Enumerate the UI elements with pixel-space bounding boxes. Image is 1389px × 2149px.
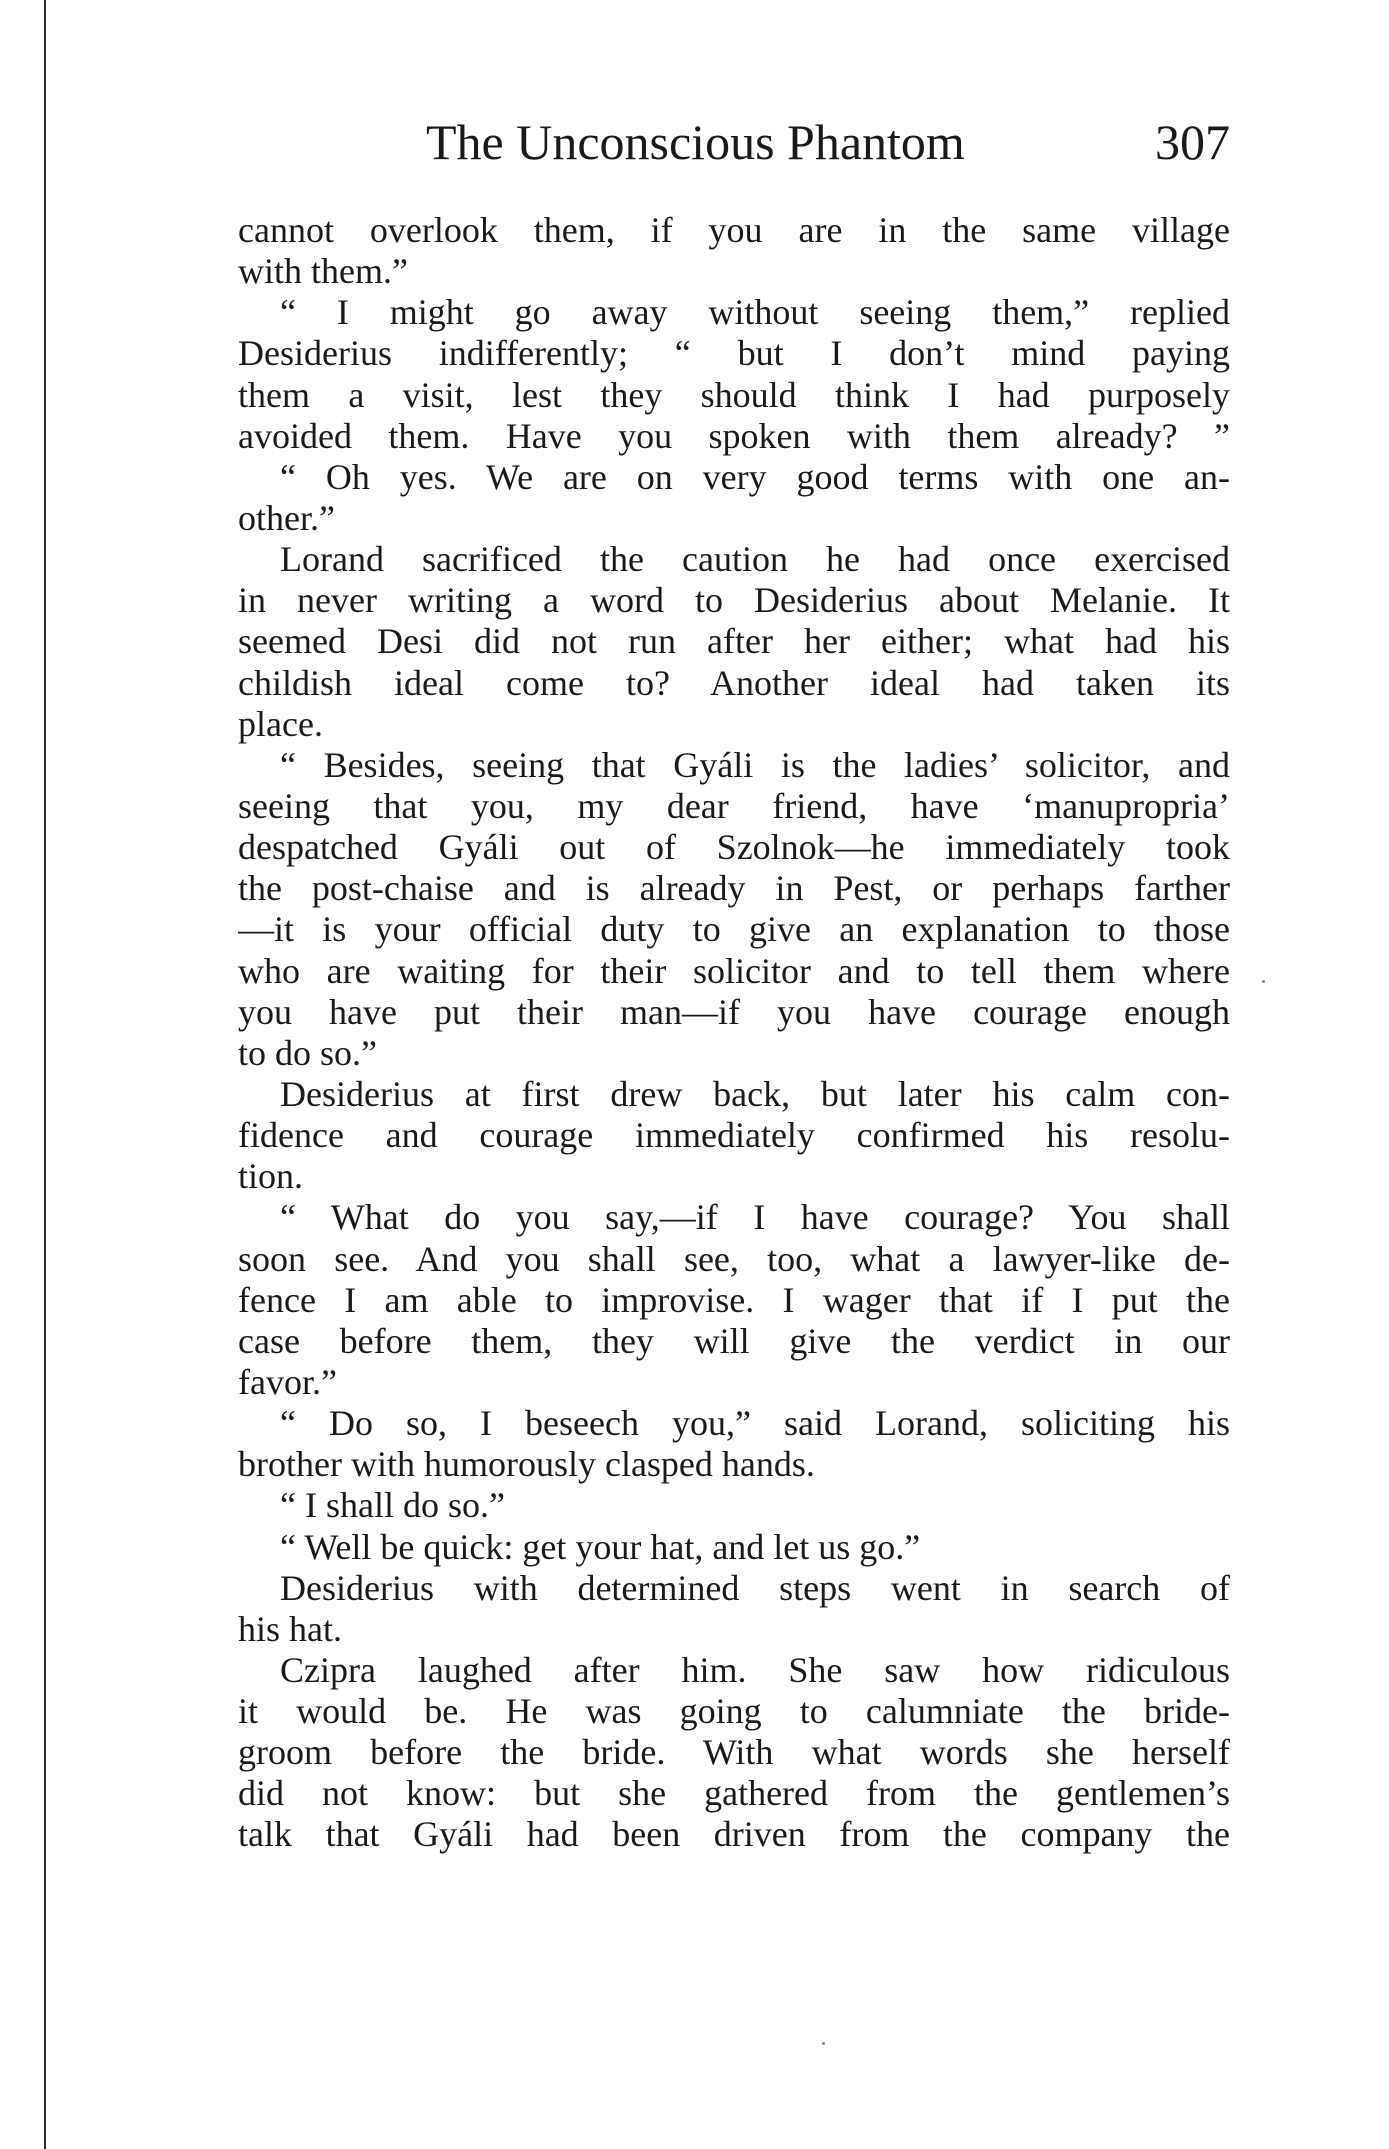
text-line: soon see. And you shall see, too, what a lawyer-like de-: [238, 1238, 1230, 1279]
text-line: Desiderius at first drew back, but later his calm con-: [280, 1073, 1230, 1114]
running-title: The Unconscious Phantom: [426, 114, 965, 170]
text-line: fence I am able to improvise. I wager that if I put the: [238, 1279, 1230, 1320]
text-line: who are waiting for their solicitor and to tell them where: [238, 950, 1230, 991]
text-line: “ What do you say,—if I have courage? You shall: [280, 1197, 1230, 1238]
text-line: place.: [238, 703, 323, 744]
text-line: “ Well be quick: get your hat, and let us go.”: [280, 1526, 921, 1567]
text-line: seeing that you, my dear friend, have ‘manupropria’: [238, 785, 1230, 826]
page-number: 307: [1155, 114, 1230, 170]
text-line: “ I shall do so.”: [280, 1485, 505, 1526]
page-header: [238, 112, 1230, 172]
text-line: tion.: [238, 1156, 304, 1197]
text-line: seemed Desi did not run after her either; what had his: [238, 621, 1230, 662]
text-line: case before them, they will give the verdict in our: [238, 1320, 1230, 1361]
text-line: “ Do so, I beseech you,” said Lorand, soliciting his: [280, 1403, 1230, 1444]
text-line: the post-chaise and is already in Pest, or perhaps farther: [238, 868, 1230, 909]
text-line: Czipra laughed after him. She saw how ridiculous: [280, 1649, 1230, 1690]
text-line: it would be. He was going to calumniate the bride-: [238, 1691, 1230, 1732]
text-line: —it is your official duty to give an explanation to those: [238, 909, 1230, 950]
text-line: you have put their man—if you have courage enough: [238, 991, 1230, 1032]
text-line: cannot overlook them, if you are in the same village: [238, 210, 1230, 250]
text-line: childish ideal come to? Another ideal had taken its: [238, 662, 1230, 703]
text-line: with them.”: [238, 251, 408, 292]
text-line: them a visit, lest they should think I had purposely: [238, 374, 1230, 415]
text-line: favor.”: [238, 1361, 337, 1402]
text-line: other.”: [238, 497, 335, 538]
text-line: avoided them. Have you spoken with them already? ”: [238, 415, 1230, 456]
text-line: fidence and courage immediately confirmed his resolu-: [238, 1115, 1230, 1156]
text-line: “ I might go away without seeing them,” replied: [280, 292, 1230, 333]
text-line: “ Besides, seeing that Gyáli is the ladies’ solicitor, and: [280, 744, 1230, 785]
paper-speck: [822, 2042, 825, 2045]
paper-speck: [1262, 980, 1265, 983]
text-line: Lorand sacrificed the caution he had once exercised: [280, 539, 1230, 580]
text-line: talk that Gyáli had been driven from the company the: [238, 1814, 1230, 1855]
body-text: [238, 210, 1230, 1856]
text-line: groom before the bride. With what words she herself: [238, 1732, 1230, 1773]
text-line: brother with humorously clasped hands.: [238, 1444, 815, 1485]
text-line: his hat.: [238, 1608, 342, 1649]
text-line: “ Oh yes. We are on very good terms with one an-: [280, 456, 1230, 497]
text-line: in never writing a word to Desiderius about Melanie. It: [238, 580, 1230, 621]
text-line: to do so.”: [238, 1032, 377, 1073]
text-line: Desiderius with determined steps went in search of: [280, 1567, 1230, 1608]
text-line: did not know: but she gathered from the gentlemen’s: [238, 1773, 1230, 1814]
page-binding-edge: [44, 0, 46, 2149]
text-line: despatched Gyáli out of Szolnok—he immediately took: [238, 827, 1230, 868]
text-line: Desiderius indifferently; “ but I don’t mind paying: [238, 333, 1230, 374]
